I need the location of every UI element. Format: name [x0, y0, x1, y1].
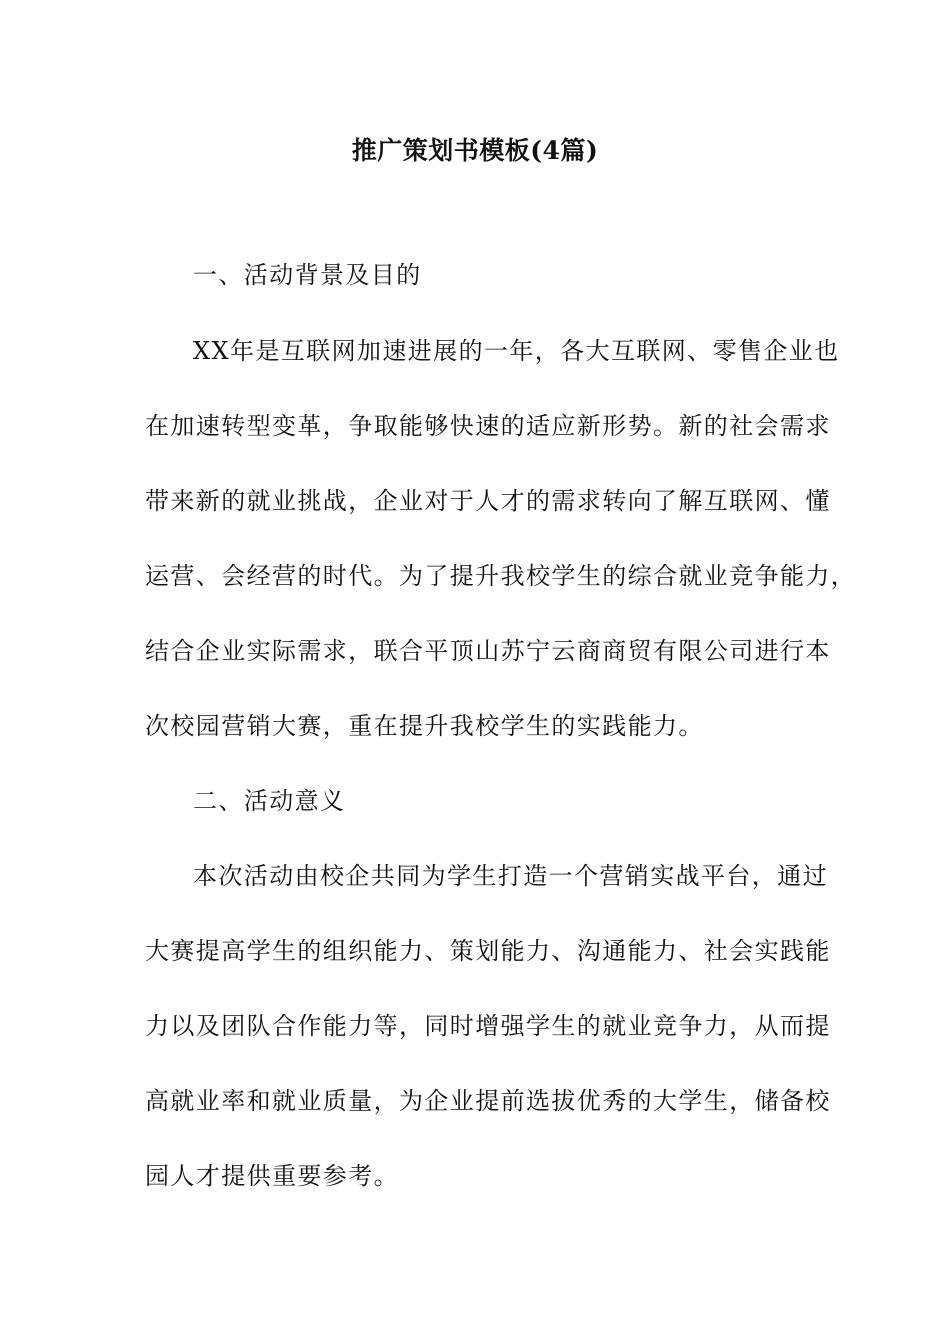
paragraph-line: XX年是互联网加速进展的一年，各大互联网、零售企业也 — [193, 337, 840, 365]
paragraph-line: 大赛提高学生的组织能力、策划能力、沟通能力、社会实践能 — [145, 937, 831, 965]
document-title: 推广策划书模板(4篇) — [351, 136, 599, 165]
paragraph-line: 带来新的就业挑战，企业对于人才的需求转向了解互联网、懂 — [145, 487, 831, 515]
section-heading-significance: 二、活动意义 — [193, 787, 346, 815]
paragraph-line: 力以及团队合作能力等，同时增强学生的就业竞争力，从而提 — [145, 1012, 831, 1040]
paragraph-line: 高就业率和就业质量，为企业提前选拔优秀的大学生，储备校 — [145, 1087, 831, 1115]
paragraph-line: 结合企业实际需求，联合平顶山苏宁云商商贸有限公司进行本 — [145, 637, 831, 665]
paragraph-line: 本次活动由校企共同为学生打造一个营销实战平台，通过 — [193, 862, 828, 890]
paragraph-line: 次校园营销大赛，重在提升我校学生的实践能力。 — [145, 712, 704, 740]
paragraph-line: 运营、会经营的时代。为了提升我校学生的综合就业竞争能力， — [145, 562, 857, 590]
section-heading-background: 一、活动背景及目的 — [193, 261, 422, 289]
paragraph-line: 在加速转型变革，争取能够快速的适应新形势。新的社会需求 — [145, 412, 831, 440]
paragraph-line: 园人才提供重要参考。 — [145, 1162, 399, 1190]
